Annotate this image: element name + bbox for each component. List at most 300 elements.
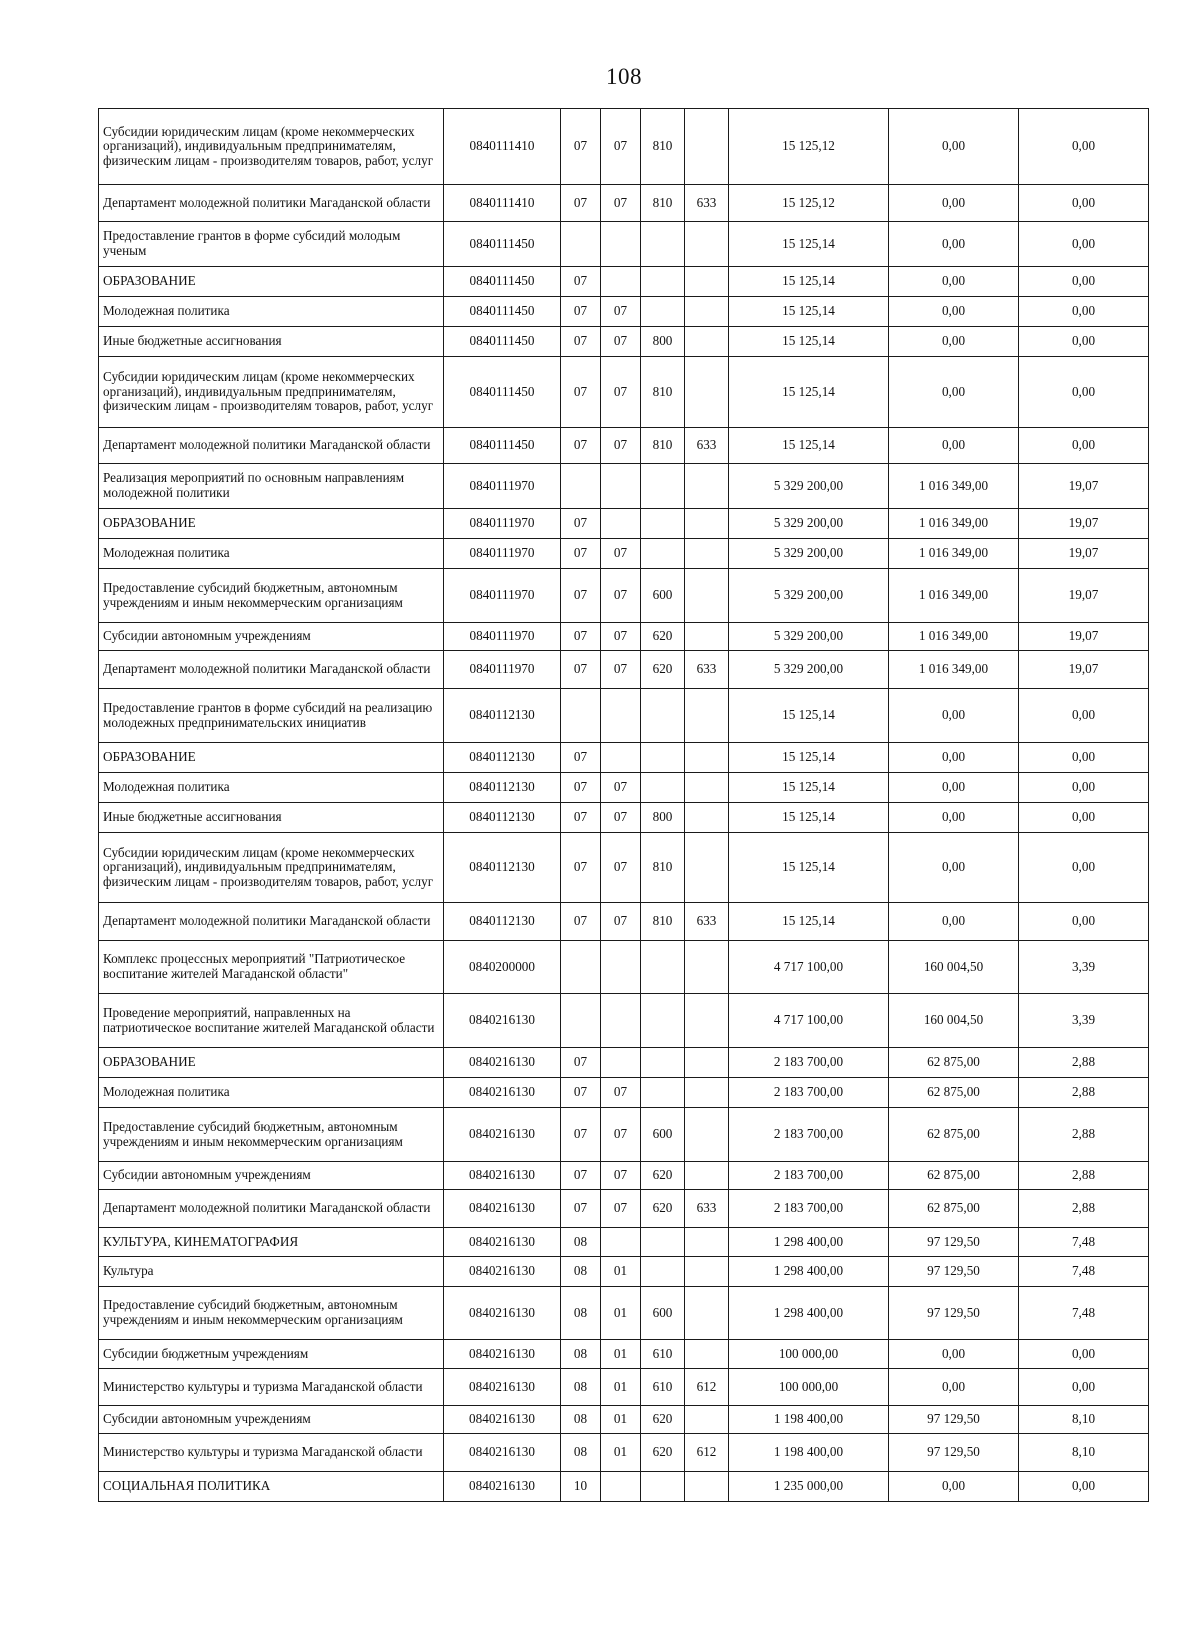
subsection-cell: 07 (601, 1190, 641, 1228)
expense-type-cell: 610 (641, 1369, 685, 1406)
executed-amount-cell: 0,00 (889, 222, 1019, 267)
executed-amount-cell: 0,00 (889, 1369, 1019, 1406)
target-code-cell: 0840216130 (444, 1048, 561, 1078)
executed-amount-cell: 0,00 (889, 109, 1019, 185)
plan-amount-cell: 5 329 200,00 (729, 651, 889, 689)
execution-percent-cell: 0,00 (1019, 109, 1149, 185)
section-cell: 07 (561, 1108, 601, 1162)
table-row (99, 833, 1149, 903)
row-name-cell: Департамент молодежной политики Магаданской области (99, 428, 444, 464)
expense-type-cell (641, 743, 685, 773)
execution-percent-cell: 0,00 (1019, 1369, 1149, 1406)
execution-percent-cell: 2,88 (1019, 1078, 1149, 1108)
row-name-cell: Департамент молодежной политики Магаданской области (99, 185, 444, 222)
executed-amount-cell: 0,00 (889, 357, 1019, 428)
row-name-cell: Предоставление субсидий бюджетным, автономным учреждениям и иным некоммерческим организациям (99, 1287, 444, 1340)
row-name-cell: Субсидии автономным учреждениям (99, 623, 444, 651)
target-code-cell: 0840216130 (444, 1434, 561, 1472)
expense-type-cell: 610 (641, 1340, 685, 1369)
executed-amount-cell: 0,00 (889, 833, 1019, 903)
executed-amount-cell: 0,00 (889, 803, 1019, 833)
section-cell: 10 (561, 1472, 601, 1502)
row-name-cell: Субсидии бюджетным учреждениям (99, 1340, 444, 1369)
plan-amount-cell: 5 329 200,00 (729, 464, 889, 509)
administrator-code-cell (685, 1048, 729, 1078)
expense-type-cell: 810 (641, 357, 685, 428)
section-cell: 07 (561, 833, 601, 903)
subsection-cell (601, 689, 641, 743)
expense-type-cell (641, 941, 685, 994)
target-code-cell: 0840111970 (444, 539, 561, 569)
plan-amount-cell: 15 125,14 (729, 297, 889, 327)
target-code-cell: 0840216130 (444, 1340, 561, 1369)
table-row (99, 651, 1149, 689)
expense-type-cell: 600 (641, 1287, 685, 1340)
budget-table (98, 108, 1149, 1502)
section-cell: 07 (561, 623, 601, 651)
administrator-code-cell (685, 689, 729, 743)
plan-amount-cell: 4 717 100,00 (729, 941, 889, 994)
subsection-cell: 07 (601, 428, 641, 464)
administrator-code-cell (685, 297, 729, 327)
section-cell: 07 (561, 743, 601, 773)
row-name-cell: Субсидии автономным учреждениям (99, 1162, 444, 1190)
execution-percent-cell: 3,39 (1019, 941, 1149, 994)
section-cell: 07 (561, 357, 601, 428)
section-cell: 08 (561, 1340, 601, 1369)
target-code-cell: 0840111970 (444, 464, 561, 509)
subsection-cell (601, 1472, 641, 1502)
expense-type-cell: 810 (641, 428, 685, 464)
executed-amount-cell: 160 004,50 (889, 941, 1019, 994)
subsection-cell (601, 1228, 641, 1257)
row-name-cell: СОЦИАЛЬНАЯ ПОЛИТИКА (99, 1472, 444, 1502)
row-name-cell: Субсидии юридическим лицам (кроме некоммерческих организаций), индивидуальным предпринимателям, физическим лицам - производителям товаров, работ, услуг (99, 833, 444, 903)
administrator-code-cell (685, 464, 729, 509)
target-code-cell: 0840111450 (444, 357, 561, 428)
plan-amount-cell: 15 125,12 (729, 109, 889, 185)
table-row (99, 1108, 1149, 1162)
executed-amount-cell: 0,00 (889, 1340, 1019, 1369)
administrator-code-cell: 633 (685, 903, 729, 941)
row-name-cell: Предоставление субсидий бюджетным, автономным учреждениям и иным некоммерческим организациям (99, 569, 444, 623)
subsection-cell: 07 (601, 357, 641, 428)
target-code-cell: 0840111970 (444, 651, 561, 689)
plan-amount-cell: 5 329 200,00 (729, 623, 889, 651)
expense-type-cell: 810 (641, 109, 685, 185)
administrator-code-cell (685, 623, 729, 651)
section-cell: 08 (561, 1434, 601, 1472)
row-name-cell: Департамент молодежной политики Магаданской области (99, 1190, 444, 1228)
subsection-cell: 07 (601, 539, 641, 569)
administrator-code-cell: 633 (685, 428, 729, 464)
plan-amount-cell: 1 198 400,00 (729, 1406, 889, 1434)
execution-percent-cell: 0,00 (1019, 773, 1149, 803)
target-code-cell: 0840216130 (444, 1369, 561, 1406)
table-row (99, 689, 1149, 743)
subsection-cell: 07 (601, 109, 641, 185)
expense-type-cell (641, 1228, 685, 1257)
target-code-cell: 0840216130 (444, 1406, 561, 1434)
target-code-cell: 0840112130 (444, 689, 561, 743)
section-cell: 07 (561, 327, 601, 357)
row-name-cell: Молодежная политика (99, 773, 444, 803)
row-name-cell: ОБРАЗОВАНИЕ (99, 1048, 444, 1078)
table-row (99, 743, 1149, 773)
plan-amount-cell: 5 329 200,00 (729, 569, 889, 623)
section-cell: 08 (561, 1369, 601, 1406)
row-name-cell: Молодежная политика (99, 297, 444, 327)
section-cell: 07 (561, 803, 601, 833)
section-cell: 07 (561, 109, 601, 185)
executed-amount-cell: 1 016 349,00 (889, 539, 1019, 569)
target-code-cell: 0840111450 (444, 222, 561, 267)
section-cell: 07 (561, 185, 601, 222)
execution-percent-cell: 2,88 (1019, 1048, 1149, 1078)
target-code-cell: 0840111450 (444, 297, 561, 327)
executed-amount-cell: 0,00 (889, 428, 1019, 464)
target-code-cell: 0840111450 (444, 267, 561, 297)
executed-amount-cell: 62 875,00 (889, 1078, 1019, 1108)
table-row (99, 903, 1149, 941)
plan-amount-cell: 1 298 400,00 (729, 1287, 889, 1340)
row-name-cell: Субсидии юридическим лицам (кроме некоммерческих организаций), индивидуальным предпринимателям, физическим лицам - производителям товаров, работ, услуг (99, 357, 444, 428)
table-row (99, 464, 1149, 509)
plan-amount-cell: 1 298 400,00 (729, 1228, 889, 1257)
subsection-cell (601, 222, 641, 267)
subsection-cell: 01 (601, 1287, 641, 1340)
execution-percent-cell: 0,00 (1019, 1472, 1149, 1502)
table-row (99, 994, 1149, 1048)
table-row (99, 1162, 1149, 1190)
row-name-cell: Реализация мероприятий по основным направлениям молодежной политики (99, 464, 444, 509)
plan-amount-cell: 2 183 700,00 (729, 1078, 889, 1108)
execution-percent-cell: 0,00 (1019, 185, 1149, 222)
subsection-cell: 01 (601, 1340, 641, 1369)
row-name-cell: ОБРАЗОВАНИЕ (99, 267, 444, 297)
row-name-cell: Министерство культуры и туризма Магаданской области (99, 1434, 444, 1472)
section-cell: 07 (561, 569, 601, 623)
section-cell: 07 (561, 1190, 601, 1228)
executed-amount-cell: 62 875,00 (889, 1108, 1019, 1162)
plan-amount-cell: 100 000,00 (729, 1340, 889, 1369)
subsection-cell: 07 (601, 651, 641, 689)
administrator-code-cell (685, 1406, 729, 1434)
row-name-cell: Молодежная политика (99, 1078, 444, 1108)
expense-type-cell (641, 1048, 685, 1078)
execution-percent-cell: 3,39 (1019, 994, 1149, 1048)
subsection-cell: 07 (601, 1108, 641, 1162)
table-row (99, 773, 1149, 803)
plan-amount-cell: 2 183 700,00 (729, 1108, 889, 1162)
expense-type-cell (641, 994, 685, 1048)
section-cell (561, 689, 601, 743)
administrator-code-cell (685, 994, 729, 1048)
target-code-cell: 0840216130 (444, 1162, 561, 1190)
expense-type-cell (641, 267, 685, 297)
administrator-code-cell (685, 1078, 729, 1108)
administrator-code-cell (685, 569, 729, 623)
plan-amount-cell: 15 125,14 (729, 833, 889, 903)
expense-type-cell: 810 (641, 833, 685, 903)
row-name-cell: КУЛЬТУРА, КИНЕМАТОГРАФИЯ (99, 1228, 444, 1257)
section-cell (561, 941, 601, 994)
expense-type-cell (641, 464, 685, 509)
table-row (99, 569, 1149, 623)
plan-amount-cell: 15 125,12 (729, 185, 889, 222)
administrator-code-cell (685, 1162, 729, 1190)
executed-amount-cell: 97 129,50 (889, 1257, 1019, 1287)
administrator-code-cell (685, 267, 729, 297)
subsection-cell: 01 (601, 1406, 641, 1434)
expense-type-cell (641, 1257, 685, 1287)
executed-amount-cell: 62 875,00 (889, 1048, 1019, 1078)
table-row (99, 185, 1149, 222)
executed-amount-cell: 1 016 349,00 (889, 509, 1019, 539)
executed-amount-cell: 1 016 349,00 (889, 569, 1019, 623)
plan-amount-cell: 15 125,14 (729, 689, 889, 743)
executed-amount-cell: 0,00 (889, 1472, 1019, 1502)
plan-amount-cell: 2 183 700,00 (729, 1048, 889, 1078)
section-cell: 07 (561, 509, 601, 539)
administrator-code-cell (685, 509, 729, 539)
table-row (99, 267, 1149, 297)
target-code-cell: 0840111450 (444, 428, 561, 464)
target-code-cell: 0840112130 (444, 903, 561, 941)
expense-type-cell: 800 (641, 327, 685, 357)
execution-percent-cell: 0,00 (1019, 428, 1149, 464)
table-row (99, 327, 1149, 357)
row-name-cell: Культура (99, 1257, 444, 1287)
subsection-cell: 07 (601, 569, 641, 623)
target-code-cell: 0840111970 (444, 569, 561, 623)
expense-type-cell (641, 539, 685, 569)
execution-percent-cell: 19,07 (1019, 651, 1149, 689)
execution-percent-cell: 0,00 (1019, 689, 1149, 743)
administrator-code-cell (685, 941, 729, 994)
execution-percent-cell: 7,48 (1019, 1257, 1149, 1287)
execution-percent-cell: 19,07 (1019, 623, 1149, 651)
expense-type-cell: 620 (641, 623, 685, 651)
expense-type-cell: 810 (641, 185, 685, 222)
plan-amount-cell: 1 298 400,00 (729, 1257, 889, 1287)
subsection-cell: 01 (601, 1369, 641, 1406)
administrator-code-cell (685, 1340, 729, 1369)
table-row (99, 1369, 1149, 1406)
target-code-cell: 0840112130 (444, 833, 561, 903)
subsection-cell (601, 743, 641, 773)
plan-amount-cell: 1 198 400,00 (729, 1434, 889, 1472)
table-row (99, 357, 1149, 428)
table-row (99, 1228, 1149, 1257)
administrator-code-cell (685, 327, 729, 357)
administrator-code-cell (685, 833, 729, 903)
target-code-cell: 0840112130 (444, 773, 561, 803)
subsection-cell (601, 464, 641, 509)
row-name-cell: Министерство культуры и туризма Магаданской области (99, 1369, 444, 1406)
table-row (99, 1190, 1149, 1228)
expense-type-cell (641, 297, 685, 327)
table-row (99, 297, 1149, 327)
execution-percent-cell: 0,00 (1019, 267, 1149, 297)
executed-amount-cell: 0,00 (889, 185, 1019, 222)
plan-amount-cell: 100 000,00 (729, 1369, 889, 1406)
subsection-cell: 07 (601, 1078, 641, 1108)
executed-amount-cell: 97 129,50 (889, 1287, 1019, 1340)
subsection-cell (601, 1048, 641, 1078)
administrator-code-cell: 612 (685, 1434, 729, 1472)
plan-amount-cell: 2 183 700,00 (729, 1190, 889, 1228)
plan-amount-cell: 4 717 100,00 (729, 994, 889, 1048)
section-cell: 08 (561, 1257, 601, 1287)
execution-percent-cell: 0,00 (1019, 833, 1149, 903)
expense-type-cell (641, 773, 685, 803)
execution-percent-cell: 2,88 (1019, 1108, 1149, 1162)
subsection-cell: 01 (601, 1257, 641, 1287)
plan-amount-cell: 15 125,14 (729, 222, 889, 267)
target-code-cell: 0840111970 (444, 623, 561, 651)
expense-type-cell: 620 (641, 651, 685, 689)
administrator-code-cell (685, 1472, 729, 1502)
execution-percent-cell: 19,07 (1019, 509, 1149, 539)
expense-type-cell: 800 (641, 803, 685, 833)
executed-amount-cell: 0,00 (889, 773, 1019, 803)
execution-percent-cell: 2,88 (1019, 1162, 1149, 1190)
section-cell (561, 464, 601, 509)
execution-percent-cell: 0,00 (1019, 1340, 1149, 1369)
table-row (99, 109, 1149, 185)
execution-percent-cell: 8,10 (1019, 1434, 1149, 1472)
executed-amount-cell: 97 129,50 (889, 1406, 1019, 1434)
table-row (99, 1048, 1149, 1078)
plan-amount-cell: 15 125,14 (729, 743, 889, 773)
administrator-code-cell: 612 (685, 1369, 729, 1406)
expense-type-cell (641, 689, 685, 743)
target-code-cell: 0840112130 (444, 803, 561, 833)
executed-amount-cell: 1 016 349,00 (889, 464, 1019, 509)
row-name-cell: ОБРАЗОВАНИЕ (99, 743, 444, 773)
subsection-cell: 01 (601, 1434, 641, 1472)
table-row (99, 1434, 1149, 1472)
executed-amount-cell: 0,00 (889, 743, 1019, 773)
administrator-code-cell (685, 222, 729, 267)
expense-type-cell (641, 222, 685, 267)
table-body (99, 109, 1149, 1502)
page-number: 108 (606, 64, 642, 89)
subsection-cell: 07 (601, 1162, 641, 1190)
target-code-cell: 0840112130 (444, 743, 561, 773)
target-code-cell: 0840200000 (444, 941, 561, 994)
execution-percent-cell: 7,48 (1019, 1287, 1149, 1340)
administrator-code-cell (685, 1287, 729, 1340)
plan-amount-cell: 15 125,14 (729, 428, 889, 464)
expense-type-cell (641, 509, 685, 539)
expense-type-cell (641, 1078, 685, 1108)
target-code-cell: 0840216130 (444, 1287, 561, 1340)
plan-amount-cell: 2 183 700,00 (729, 1162, 889, 1190)
target-code-cell: 0840111970 (444, 509, 561, 539)
row-name-cell: Департамент молодежной политики Магаданской области (99, 903, 444, 941)
executed-amount-cell: 0,00 (889, 689, 1019, 743)
executed-amount-cell: 0,00 (889, 297, 1019, 327)
executed-amount-cell: 97 129,50 (889, 1228, 1019, 1257)
plan-amount-cell: 15 125,14 (729, 803, 889, 833)
administrator-code-cell (685, 109, 729, 185)
section-cell: 08 (561, 1228, 601, 1257)
section-cell: 07 (561, 428, 601, 464)
row-name-cell: Предоставление грантов в форме субсидий молодым ученым (99, 222, 444, 267)
section-cell: 07 (561, 297, 601, 327)
row-name-cell: Комплекс процессных мероприятий "Патриотическое воспитание жителей Магаданской области" (99, 941, 444, 994)
target-code-cell: 0840111450 (444, 327, 561, 357)
administrator-code-cell: 633 (685, 185, 729, 222)
executed-amount-cell: 0,00 (889, 903, 1019, 941)
target-code-cell: 0840111410 (444, 109, 561, 185)
target-code-cell: 0840111410 (444, 185, 561, 222)
plan-amount-cell: 15 125,14 (729, 267, 889, 297)
execution-percent-cell: 0,00 (1019, 903, 1149, 941)
table-row (99, 803, 1149, 833)
target-code-cell: 0840216130 (444, 1190, 561, 1228)
subsection-cell: 07 (601, 327, 641, 357)
table-row (99, 509, 1149, 539)
table-row (99, 941, 1149, 994)
table-row (99, 428, 1149, 464)
subsection-cell (601, 941, 641, 994)
administrator-code-cell (685, 773, 729, 803)
section-cell: 07 (561, 903, 601, 941)
table-row (99, 623, 1149, 651)
execution-percent-cell: 2,88 (1019, 1190, 1149, 1228)
target-code-cell: 0840216130 (444, 1108, 561, 1162)
executed-amount-cell: 62 875,00 (889, 1162, 1019, 1190)
section-cell: 07 (561, 773, 601, 803)
row-name-cell: ОБРАЗОВАНИЕ (99, 509, 444, 539)
expense-type-cell (641, 1472, 685, 1502)
row-name-cell: Субсидии автономным учреждениям (99, 1406, 444, 1434)
plan-amount-cell: 5 329 200,00 (729, 539, 889, 569)
subsection-cell: 07 (601, 185, 641, 222)
subsection-cell: 07 (601, 903, 641, 941)
row-name-cell: Иные бюджетные ассигнования (99, 327, 444, 357)
subsection-cell: 07 (601, 833, 641, 903)
section-cell (561, 222, 601, 267)
table-row (99, 1078, 1149, 1108)
administrator-code-cell (685, 1257, 729, 1287)
subsection-cell: 07 (601, 773, 641, 803)
section-cell (561, 994, 601, 1048)
table-row (99, 1472, 1149, 1502)
target-code-cell: 0840216130 (444, 1472, 561, 1502)
expense-type-cell: 600 (641, 1108, 685, 1162)
subsection-cell (601, 994, 641, 1048)
table-row (99, 222, 1149, 267)
subsection-cell: 07 (601, 803, 641, 833)
row-name-cell: Молодежная политика (99, 539, 444, 569)
subsection-cell (601, 509, 641, 539)
target-code-cell: 0840216130 (444, 1078, 561, 1108)
execution-percent-cell: 0,00 (1019, 743, 1149, 773)
executed-amount-cell: 0,00 (889, 327, 1019, 357)
executed-amount-cell: 97 129,50 (889, 1434, 1019, 1472)
expense-type-cell: 600 (641, 569, 685, 623)
subsection-cell (601, 267, 641, 297)
row-name-cell: Проведение мероприятий, направленных на патриотическое воспитание жителей Магаданской области (99, 994, 444, 1048)
table-row (99, 1287, 1149, 1340)
plan-amount-cell: 5 329 200,00 (729, 509, 889, 539)
administrator-code-cell (685, 803, 729, 833)
expense-type-cell: 620 (641, 1406, 685, 1434)
